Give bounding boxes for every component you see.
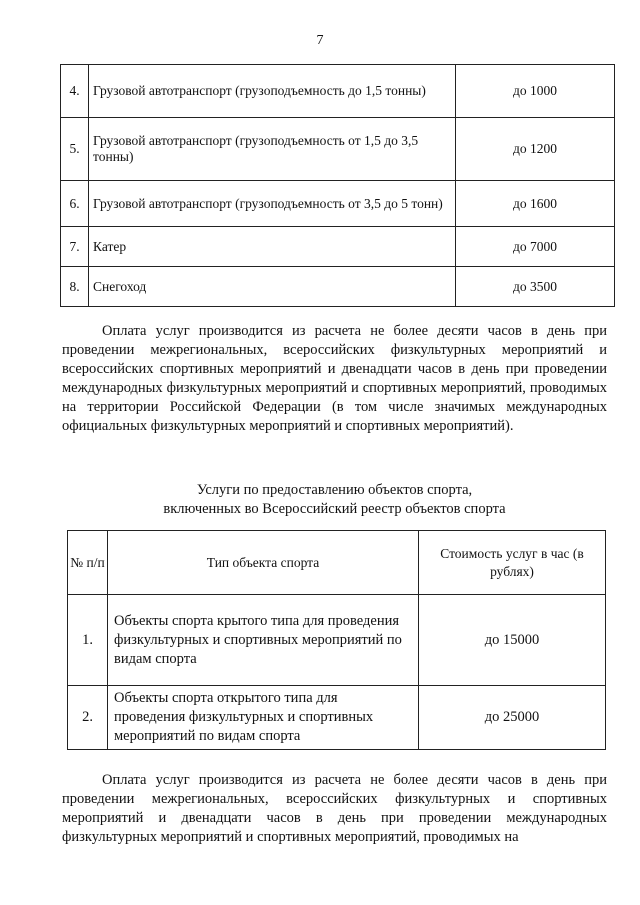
- row-price: до 1600: [456, 181, 615, 227]
- header-price: Стоимость услуг в час (в рублях): [419, 531, 606, 595]
- table-row: [61, 118, 615, 181]
- row-number: 7.: [61, 227, 89, 267]
- section-title-line-1: Услуги по предоставлению объектов спорта,: [196, 482, 473, 498]
- row-description: Объекты спорта крытого типа для проведения физкультурных и спортивных мероприятий по видам спорта: [108, 595, 419, 686]
- payment-paragraph-2: Оплата услуг производится из расчета не более десяти часов в день при проведении межрегиональных, всероссийских физкультурных и спортивных мероприятий и двенадцати часов в день при проведении международных физкультурных мероприятий и спортивных мероприятий, проводимых на: [62, 772, 607, 845]
- header-number: № п/п: [68, 531, 108, 595]
- row-description: Грузовой автотранспорт (грузоподъемность от 1,5 до 3,5 тонны): [89, 118, 456, 181]
- table-row: [61, 267, 615, 307]
- row-price: до 1000: [456, 65, 615, 118]
- row-description: Грузовой автотранспорт (грузоподъемность до 1,5 тонны): [89, 65, 456, 118]
- page-number: 7: [316, 33, 324, 48]
- row-price: до 25000: [419, 686, 606, 750]
- row-description: Снегоход: [89, 267, 456, 307]
- row-price: до 1200: [456, 118, 615, 181]
- vehicle-price-table: [60, 64, 615, 307]
- row-description: Катер: [89, 227, 456, 267]
- table-row: [61, 181, 615, 227]
- row-number: 2.: [68, 686, 108, 750]
- row-number: 4.: [61, 65, 89, 118]
- row-description: Грузовой автотранспорт (грузоподъемность от 3,5 до 5 тонн): [89, 181, 456, 227]
- row-price: до 15000: [419, 595, 606, 686]
- table-row: [61, 65, 615, 118]
- sport-facilities-table: [67, 530, 606, 750]
- table-row: [68, 686, 606, 750]
- section-title-line-2: включенных во Всероссийский реестр объектов спорта: [163, 501, 506, 517]
- row-number: 8.: [61, 267, 89, 307]
- table-header-row: [68, 531, 606, 595]
- header-facility-type: Тип объекта спорта: [108, 531, 419, 595]
- row-price: до 3500: [456, 267, 615, 307]
- row-price: до 7000: [456, 227, 615, 267]
- payment-paragraph-1: Оплата услуг производится из расчета не более десяти часов в день при проведении межрегиональных, всероссийских физкультурных мероприятий и всероссийских спортивных мероприятий и двенадцати часов в день при проведении международных физкультурных мероприятий и спортивных мероприятий, проводимых на территории Российской Федерации (в том числе значимых международных официальных физкультурных мероприятий и спортивных мероприятий).: [62, 323, 607, 434]
- row-number: 5.: [61, 118, 89, 181]
- row-number: 1.: [68, 595, 108, 686]
- table-row: [68, 595, 606, 686]
- row-description: Объекты спорта открытого типа для проведения физкультурных и спортивных мероприятий по видам спорта: [108, 686, 419, 750]
- row-number: 6.: [61, 181, 89, 227]
- table-row: [61, 227, 615, 267]
